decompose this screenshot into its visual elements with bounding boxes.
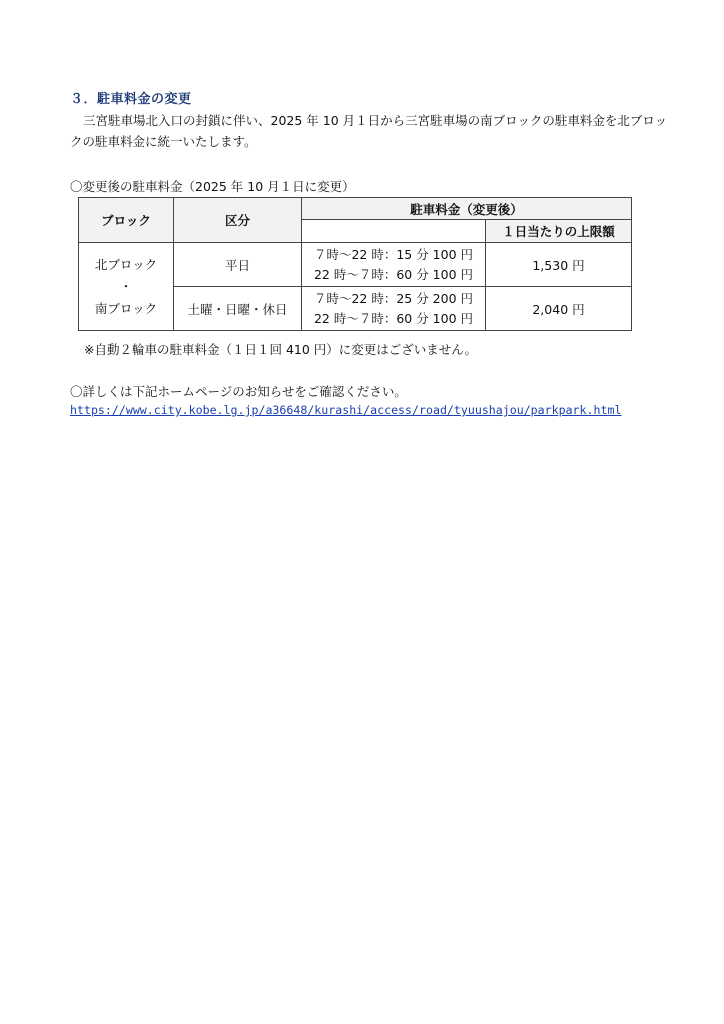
table-header-row [79,198,632,220]
motorcycle-note: ※自動２輪車の駐車料金（１日１回 410 円）に変更はございません。 [84,342,478,357]
category-cell: 土曜・日曜・休日 [174,287,302,331]
more-info-text: 〇詳しくは下記ホームページのお知らせをご確認ください。 [70,384,407,399]
section-heading: ３．駐車料金の変更 [70,92,192,107]
header-category: 区分 [174,198,302,243]
block-south: 南ブロック [94,300,158,316]
fee-cell [302,243,486,287]
category-cell: 平日 [174,243,302,287]
table-row [79,243,632,287]
daily-max-cell: 2,040 円 [486,287,632,331]
fee-line: 22 時～７時：60 分 100 円 [313,310,474,326]
fee-line: 22 時～７時：60 分 100 円 [313,266,474,282]
daily-max-cell: 1,530 円 [486,243,632,287]
intro-paragraph: 三宮駐車場北入口の封鎖に伴い、2025 年 10 月１日から三宮駐車場の南ブロックの駐車料金を北ブロックの駐車料金に統一いたします。 [70,113,668,149]
table-caption: 〇変更後の駐車料金（2025 年 10 月１日に変更） [70,179,355,194]
header-daily-max: １日当たりの上限額 [486,220,632,243]
header-fee: 駐車料金（変更後） [302,198,632,220]
block-north: 北ブロック [94,256,158,272]
block-separator: ・ [119,278,133,294]
fee-cell [302,287,486,331]
header-fee-spacer [302,220,486,243]
info-link[interactable]: https://www.city.kobe.lg.jp/a36648/kurashi/access/road/tyuushajou/parkpark.html [70,403,622,417]
block-cell [79,243,174,331]
fee-table [78,197,632,331]
fee-line: ７時～22 時：25 分 200 円 [313,290,474,306]
header-block: ブロック [79,198,174,243]
fee-line: ７時～22 時：15 分 100 円 [313,246,474,262]
